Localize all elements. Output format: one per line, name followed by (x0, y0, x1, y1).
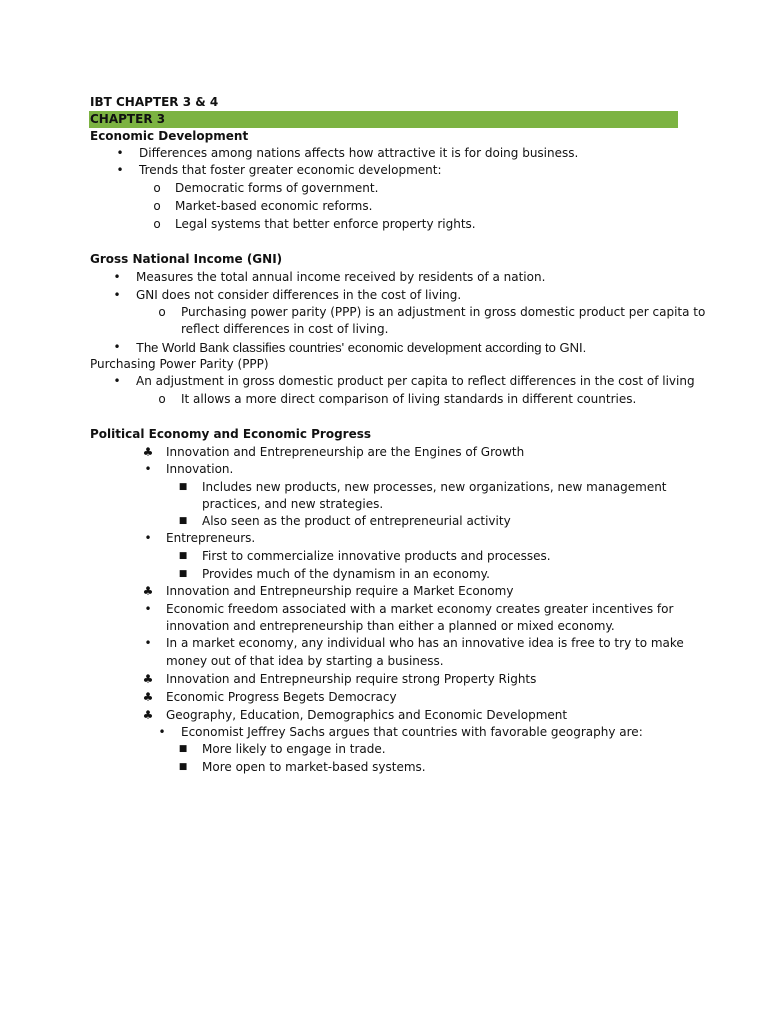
list-item: Geography, Education, Demographics and Economic Development (166, 708, 568, 722)
bullet-dot-icon: • (144, 462, 152, 476)
section-heading-political-economy: Political Economy and Economic Progress (90, 427, 372, 441)
list-item: GNI does not consider differences in the cost of living. (136, 288, 462, 302)
bullet-club-icon: ♣ (142, 672, 154, 686)
list-item: First to commercialize innovative products and processes. (202, 549, 551, 563)
list-item: More likely to engage in trade. (202, 742, 386, 756)
bullet-square-icon: ■ (178, 551, 188, 561)
bullet-circle-icon: o (153, 199, 161, 213)
bullet-square-icon: ■ (178, 744, 188, 754)
bullet-circle-icon: o (153, 181, 161, 195)
bullet-dot-icon: • (116, 163, 124, 177)
bullet-circle-icon: o (153, 217, 161, 231)
list-item: In a market economy, any individual who has an innovative idea is free to try to make (166, 636, 684, 650)
list-item: Innovation and Entrepreneurship are the Engines of Growth (166, 445, 525, 459)
bullet-dot-icon: • (158, 725, 166, 739)
section-heading-gni: Gross National Income (GNI) (90, 252, 283, 266)
bullet-dot-icon: • (113, 374, 121, 388)
list-item: Purchasing power parity (PPP) is an adjustment in gross domestic product per capita to (181, 305, 706, 319)
bullet-club-icon: ♣ (142, 445, 154, 459)
list-item: Measures the total annual income received by residents of a nation. (136, 270, 546, 284)
list-item: Trends that foster greater economic development: (139, 163, 442, 177)
bullet-dot-icon: • (113, 270, 121, 284)
list-item-continuation: money out of that idea by starting a business. (166, 654, 444, 668)
list-item: Innovation and Entrepneurship require strong Property Rights (166, 672, 537, 686)
list-item: Market-based economic reforms. (175, 199, 373, 213)
list-item: Economic Progress Begets Democracy (166, 690, 397, 704)
bullet-dot-icon: • (116, 146, 124, 160)
bullet-club-icon: ♣ (142, 708, 154, 722)
list-item: An adjustment in gross domestic product per capita to reflect differences in the cost of living (136, 374, 695, 388)
bullet-square-icon: ■ (178, 762, 188, 772)
list-item: Provides much of the dynamism in an economy. (202, 567, 490, 581)
section-heading-ppp: Purchasing Power Parity (PPP) (90, 357, 269, 371)
bullet-circle-icon: o (158, 392, 166, 406)
list-item: Economic freedom associated with a market economy creates greater incentives for (166, 602, 674, 616)
list-item: Includes new products, new processes, new organizations, new management (202, 480, 667, 494)
bullet-square-icon: ■ (178, 482, 188, 492)
bullet-dot-icon: • (144, 636, 152, 650)
list-item: The World Bank classifies countries' economic development according to GNI. (136, 340, 587, 355)
list-item: Differences among nations affects how attractive it is for doing business. (139, 146, 579, 160)
list-item-continuation: practices, and new strategies. (202, 497, 384, 511)
bullet-square-icon: ■ (178, 569, 188, 579)
bullet-club-icon: ♣ (142, 584, 154, 598)
list-item: Innovation. (166, 462, 234, 476)
bullet-dot-icon: • (144, 602, 152, 616)
list-item-continuation: innovation and entrepreneurship than either a planned or mixed economy. (166, 619, 615, 633)
list-item: More open to market-based systems. (202, 760, 426, 774)
bullet-club-icon: ♣ (142, 690, 154, 704)
list-item: Legal systems that better enforce property rights. (175, 217, 476, 231)
bullet-dot-icon: • (113, 340, 121, 354)
bullet-dot-icon: • (113, 288, 121, 302)
document-title: IBT CHAPTER 3 & 4 (90, 95, 219, 109)
chapter-heading: CHAPTER 3 (90, 112, 166, 126)
list-item: Innovation and Entrepneurship require a Market Economy (166, 584, 514, 598)
bullet-dot-icon: • (144, 531, 152, 545)
list-item: Democratic forms of government. (175, 181, 379, 195)
list-item: Also seen as the product of entrepreneurial activity (202, 514, 511, 528)
list-item: Entrepreneurs. (166, 531, 256, 545)
chapter-highlight-bar (89, 111, 678, 128)
bullet-circle-icon: o (158, 305, 166, 319)
list-item-continuation: reflect differences in cost of living. (181, 322, 389, 336)
list-item: Economist Jeffrey Sachs argues that countries with favorable geography are: (181, 725, 643, 739)
bullet-square-icon: ■ (178, 516, 188, 526)
list-item: It allows a more direct comparison of living standards in different countries. (181, 392, 637, 406)
section-heading-economic-development: Economic Development (90, 129, 249, 143)
